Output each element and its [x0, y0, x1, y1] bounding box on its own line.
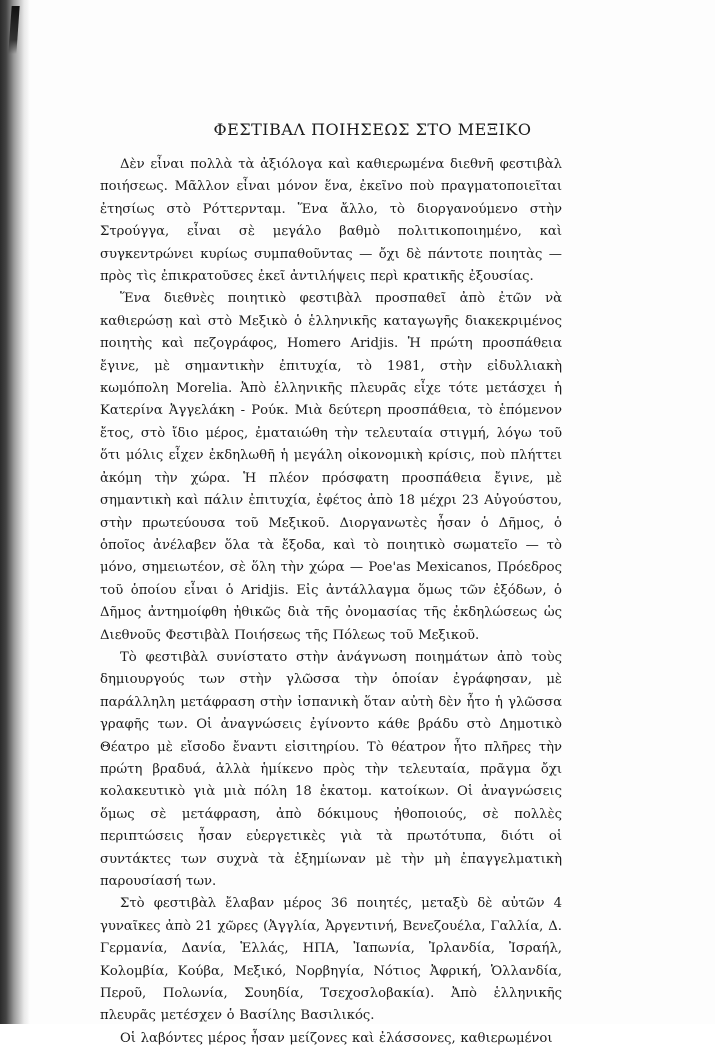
- paragraph-4: Στὸ φεστιβὰλ ἔλαβαν μέρος 36 ποιητές, μεταξὺ δὲ αὐτῶν 4 γυναῖκες ἀπὸ 21 χῶρες (Ἀγγλία, Ἀργεντινή, Βενεζουέλα, Γαλλία, Δ. Γερμανία, Δανία, Ἑλλάς, ΗΠΑ, Ἰαπωνία, Ἰρλανδία, Ἰσραήλ, Κολομβία, Κούβα, Μεξικό, Νορβηγία, Νότιος Ἀφρική, Ὁλλανδία, Περοῦ, Πολωνία, Σουηδία, Τσεχοσλοβακία). Ἀπὸ ἑλληνικῆς πλευρᾶς μετέσχεν ὁ Βασίλης Βασιλικός.: [100, 896, 562, 1024]
- paragraph-5: Οἱ λαβόντες μέρος ἦσαν μείζονες καὶ ἐλάσσονες, καθιερωμένοι: [120, 1030, 553, 1046]
- article-title: ΦΕΣΤΙΒΑΛ ΠΟΙΗΣΕΩΣ ΣΤΟ ΜΕΞΙΚΟ: [213, 120, 532, 139]
- paragraph-3: Τὸ φεστιβὰλ συνίστατο στὴν ἀνάγνωση ποιημάτων ἀπὸ τοὺς δημιουργούς των στὴν γλῶσσα τὴν ὁποίαν ἐγράφησαν, μὲ παράλληλη μετάφραση στὴν ἰσπανικὴ ὅταν αὐτὴ δὲν ἦτο ἡ γλῶσσα γραφῆς των. Οἱ ἀναγνώσεις ἐγίνοντο κάθε βράδυ στὸ Δημοτικὸ Θέατρο μὲ εἴσοδο ἔναντι εἰσιτηρίου. Τὸ θέατρον ἦτο πλῆρες τὴν πρώτη βραδυά, ἀλλὰ ἡμίκενο πρὸς τὴν τελευταία, πρᾶγμα ὄχι κολακευτικὸ γιὰ μιὰ πόλη 18 ἑκατομ. κατοίκων. Οἱ ἀναγνώσεις ὅμως σὲ μετάφραση, ἀπὸ δόκιμους ἠθοποιούς, σὲ πολλὲς περιπτώσεις ἦσαν εὐεργετικὲς γιὰ τὰ πρωτότυπα, διότι οἱ συντάκτες των συχνὰ τὰ ἐξημίωναν μὲ τὴν μὴ ἐπαγγελματικὴ παρουσίασή των.: [100, 649, 562, 889]
- book-spine-shadow: [0, 0, 30, 1024]
- paragraph-2: Ἕνα διεθνὲς ποιητικὸ φεστιβὰλ προσπαθεῖ ἀπὸ ἐτῶν νὰ καθιερώσῃ καὶ στὸ Μεξικὸ ὁ ἑλληνικῆς καταγωγῆς διακεκριμένος ποιητὴς καὶ πεζογράφος, Homero Aridjis. Ἡ πρώτη προσπάθεια ἔγινε, μὲ σημαντικὴν ἐπιτυχία, τὸ 1981, στὴν εἰδυλλιακὴ κωμόπολη Morelia. Ἀπὸ ἑλληνικῆς πλευρᾶς εἶχε τότε μετάσχει ἡ Κατερίνα Ἀγγελάκη - Ρούκ. Μιὰ δεύτερη προσπάθεια, τὸ ἑπόμενον ἔτος, στὸ ἴδιο μέρος, ἐματαιώθη τὴν τελευταία στιγμή, λόγω τοῦ ὅτι μόλις εἶχεν ἐκδηλωθῆ ἡ μεγάλη οἰκονομικὴ κρίσις, ποὺ πλήττει ἀκόμη τὴν χώρα. Ἡ πλέον πρόσφατη προσπάθεια ἔγινε, μὲ σημαντικὴ καὶ πάλιν ἐπιτυχία, ἐφέτος ἀπὸ 18 μέχρι 23 Αὐγούστου, στὴν πρωτεύουσα τοῦ Μεξικοῦ. Διοργανωτὲς ἦσαν ὁ Δῆμος, ὁ ὁποῖος ἀνέλαβεν ὅλα τὰ ἔξοδα, καὶ τὸ ποιητικὸ σωματεῖο — τὸ μόνο, σημειωτέον, σὲ ὅλη τὴν χώρα — Poe'as Mexicanos, Πρόεδρος τοῦ ὁποίου εἶναι ὁ Aridjis. Εἰς ἀντάλλαγμα ὅμως τῶν ἐξόδων, ὁ Δῆμος ἀντημοίφθη ἠθικῶς διὰ τῆς ὀνομασίας τῆς ἐκδηλώσεως ὡς Διεθνοῦς Φεστιβὰλ Ποιήσεως τῆς Πόλεως τοῦ Μεξικοῦ.: [100, 291, 562, 643]
- paragraph-1: Δὲν εἶναι πολλὰ τὰ ἀξιόλογα καὶ καθιερωμένα διεθνῆ φεστιβὰλ ποιήσεως. Μᾶλλον εἶναι μόνον ἕνα, ἐκεῖνο ποὺ πραγματοποιεῖται ἐτησίως στὸ Ρόττερνταμ. Ἕνα ἄλλο, τὸ διοργανούμενο στὴν Στρούγγα, εἶναι σὲ μεγάλο βαθμὸ πολιτικοποιημένο, καὶ συγκεντρώνει κυρίως συμπαθοῦντας — ὄχι δὲ πάντοτε ποιητὰς — πρὸς τὶς ἐπικρατοῦσες ἐκεῖ ἀντιλήψεις περὶ κρατικῆς ἐξουσίας.: [100, 157, 562, 285]
- article-body: [100, 154, 562, 1050]
